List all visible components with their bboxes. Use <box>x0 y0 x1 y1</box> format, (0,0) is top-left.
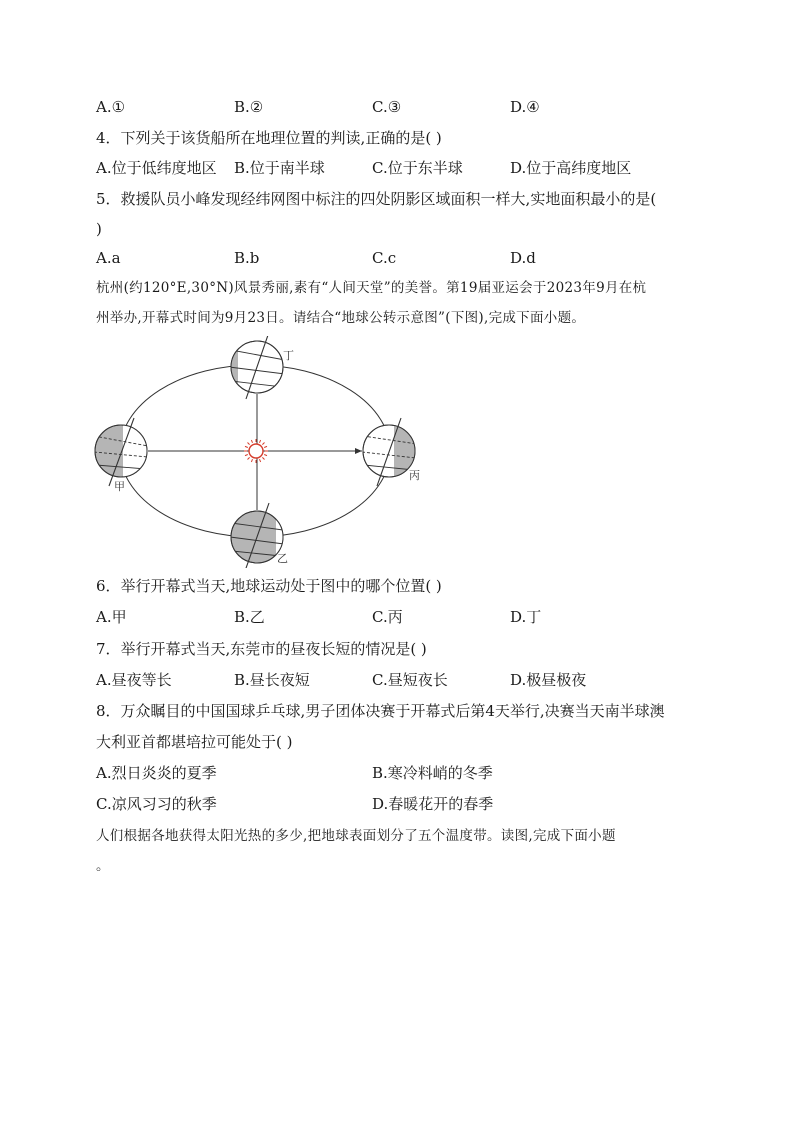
q7-option-d[interactable]: D.极昼极夜 <box>510 671 587 689</box>
q6-option-d[interactable]: D.丁 <box>510 608 542 626</box>
q3-option-a[interactable]: A.① <box>96 98 126 116</box>
q8-stem-line1: 8．万众瞩目的中国国球乒乓球,男子团体决赛于开幕式后第4天举行,决赛当天南半球澳 <box>96 702 665 720</box>
q3-option-c[interactable]: C.③ <box>372 98 402 116</box>
label-yi: 乙 <box>277 552 288 565</box>
q5-stem-line2: ) <box>96 220 102 238</box>
q8-option-d[interactable]: D.春暖花开的春季 <box>372 795 494 813</box>
q6-option-b[interactable]: B.乙 <box>234 608 265 626</box>
passage1-line1: 杭州(约120°E,30°N)风景秀丽,素有“人间天堂”的美誉。第19届亚运会于2023年9月在杭 <box>96 280 647 296</box>
q5-stem-line1: 5．救援队员小峰发现经纬网图中标注的四处阴影区域面积一样大,实地面积最小的是( <box>96 190 657 208</box>
q7-stem: 7．举行开幕式当天,东莞市的昼夜长短的情况是( ) <box>96 640 427 658</box>
q5-option-b[interactable]: B.b <box>234 249 260 267</box>
label-bing: 丙 <box>409 469 420 482</box>
q5-option-c[interactable]: C.c <box>372 249 397 267</box>
q6-option-c[interactable]: C.丙 <box>372 608 403 626</box>
q5-option-a[interactable]: A.a <box>96 249 121 267</box>
label-jia: 甲 <box>114 480 125 493</box>
passage1-line2: 州举办,开幕式时间为9月23日。请结合“地球公转示意图”(下图),完成下面小题。 <box>96 310 586 326</box>
earth-jia <box>94 418 149 486</box>
q7-option-a[interactable]: A.昼夜等长 <box>96 671 172 689</box>
q8-option-b[interactable]: B.寒冷料峭的冬季 <box>372 764 493 782</box>
q5-option-d[interactable]: D.d <box>510 249 536 267</box>
q4-option-b[interactable]: B.位于南半球 <box>234 159 325 177</box>
earth-orbit-diagram <box>90 336 430 568</box>
q4-option-a[interactable]: A.位于低纬度地区 <box>96 159 217 177</box>
label-ding: 丁 <box>283 349 294 362</box>
earth-ding <box>228 336 285 399</box>
q8-option-c[interactable]: C.凉风习习的秋季 <box>96 795 217 813</box>
q4-option-d[interactable]: D.位于高纬度地区 <box>510 159 632 177</box>
q3-option-b[interactable]: B.② <box>234 98 264 116</box>
passage2-line2: 。 <box>96 858 110 874</box>
q3-option-d[interactable]: D.④ <box>510 98 540 116</box>
q8-stem-line2: 大利亚首都堪培拉可能处于( ) <box>96 733 293 751</box>
q7-option-b[interactable]: B.昼长夜短 <box>234 671 310 689</box>
q4-stem: 4．下列关于该货船所在地理位置的判读,正确的是( ) <box>96 129 442 147</box>
q6-stem: 6．举行开幕式当天,地球运动处于图中的哪个位置( ) <box>96 577 442 595</box>
q8-option-a[interactable]: A.烈日炎炎的夏季 <box>96 764 217 782</box>
q4-option-c[interactable]: C.位于东半球 <box>372 159 463 177</box>
passage2-line1: 人们根据各地获得太阳光热的多少,把地球表面划分了五个温度带。读图,完成下面小题 <box>96 828 616 844</box>
q6-option-a[interactable]: A.甲 <box>96 608 127 626</box>
q7-option-c[interactable]: C.昼短夜长 <box>372 671 448 689</box>
